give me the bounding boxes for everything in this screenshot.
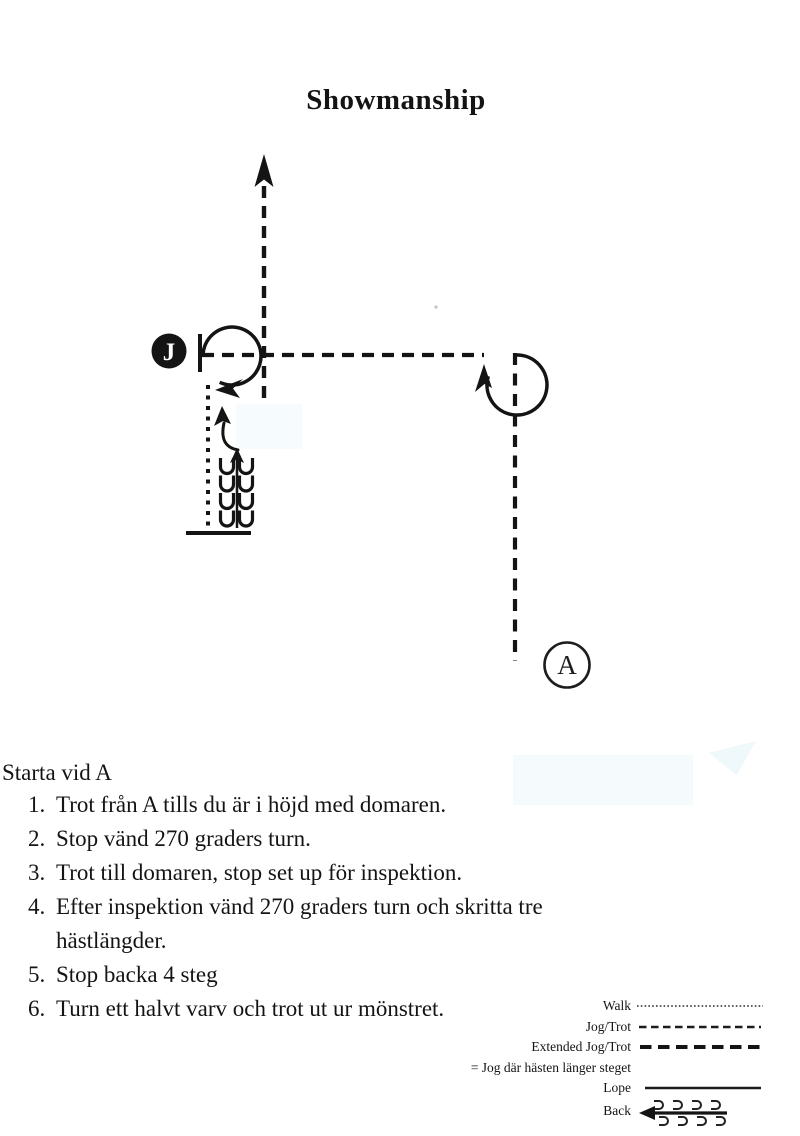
instruction-number: 4. — [28, 894, 46, 919]
legend-label: Lope — [603, 1080, 631, 1095]
turn-270-left-arrowhead-icon — [215, 379, 243, 398]
back-symbol-sample — [637, 1097, 767, 1127]
judge-marker — [152, 334, 187, 369]
scan-artifact-patch — [703, 741, 759, 775]
legend-label: Walk — [602, 998, 631, 1013]
walk-direction-curve — [223, 423, 238, 450]
instructions-intro: Starta vid A — [2, 760, 112, 785]
back-up-hoofprints — [221, 448, 253, 528]
instruction-text: Trot till domaren, stop set up för inspektion. — [56, 860, 463, 885]
legend-note-text: = Jog där hästen länger steget — [470, 1059, 631, 1075]
gait-legend — [438, 996, 767, 1125]
instruction-text: Trot från A tills du är i höjd med domaren. — [56, 792, 447, 817]
instruction-text: Stop backa 4 steg — [56, 962, 218, 987]
legend-row-walk — [438, 996, 767, 1017]
instruction-text: Stop vänd 270 graders turn. — [56, 826, 311, 851]
walk-line-sample — [637, 1002, 767, 1010]
legend-row-back — [438, 1099, 767, 1125]
instruction-number: 5. — [28, 962, 46, 987]
instruction-item — [28, 856, 598, 890]
instructions-block — [2, 756, 598, 1026]
instructions-list — [2, 788, 598, 1026]
judge-letter: J — [162, 339, 176, 366]
instruction-item — [28, 822, 598, 856]
extended-jog-trot-line-sample — [637, 1042, 767, 1052]
legend-label: Extended Jog/Trot — [531, 1039, 631, 1054]
instruction-number: 2. — [28, 826, 46, 851]
instruction-item — [28, 958, 598, 992]
legend-row-jog-trot — [438, 1017, 767, 1038]
start-marker-a — [545, 643, 590, 688]
lope-line-sample — [637, 1084, 767, 1092]
instruction-text: Turn ett halvt varv och trot ut ur mönstret. — [56, 996, 445, 1021]
legend-label: Back — [603, 1103, 631, 1119]
legend-row-lope — [438, 1078, 767, 1099]
instruction-item — [28, 890, 598, 958]
scan-speck — [434, 305, 437, 308]
legend-row-extended-jog-trot — [438, 1037, 767, 1058]
instruction-number: 3. — [28, 860, 46, 885]
back-arrowhead-icon — [639, 1106, 655, 1120]
legend-label: Jog/Trot — [585, 1018, 631, 1034]
instruction-number: 6. — [28, 996, 46, 1021]
legend-row-note — [438, 1058, 767, 1079]
instruction-item — [28, 788, 598, 822]
exit-arrowhead-icon — [255, 154, 274, 187]
jog-trot-line-sample — [637, 1023, 767, 1031]
instruction-text: Efter inspektion vänd 270 graders turn och skritta tre hästlängder. — [56, 894, 543, 953]
start-letter: A — [557, 650, 577, 680]
page-title: Showmanship — [306, 84, 486, 116]
instruction-number: 1. — [28, 792, 46, 817]
